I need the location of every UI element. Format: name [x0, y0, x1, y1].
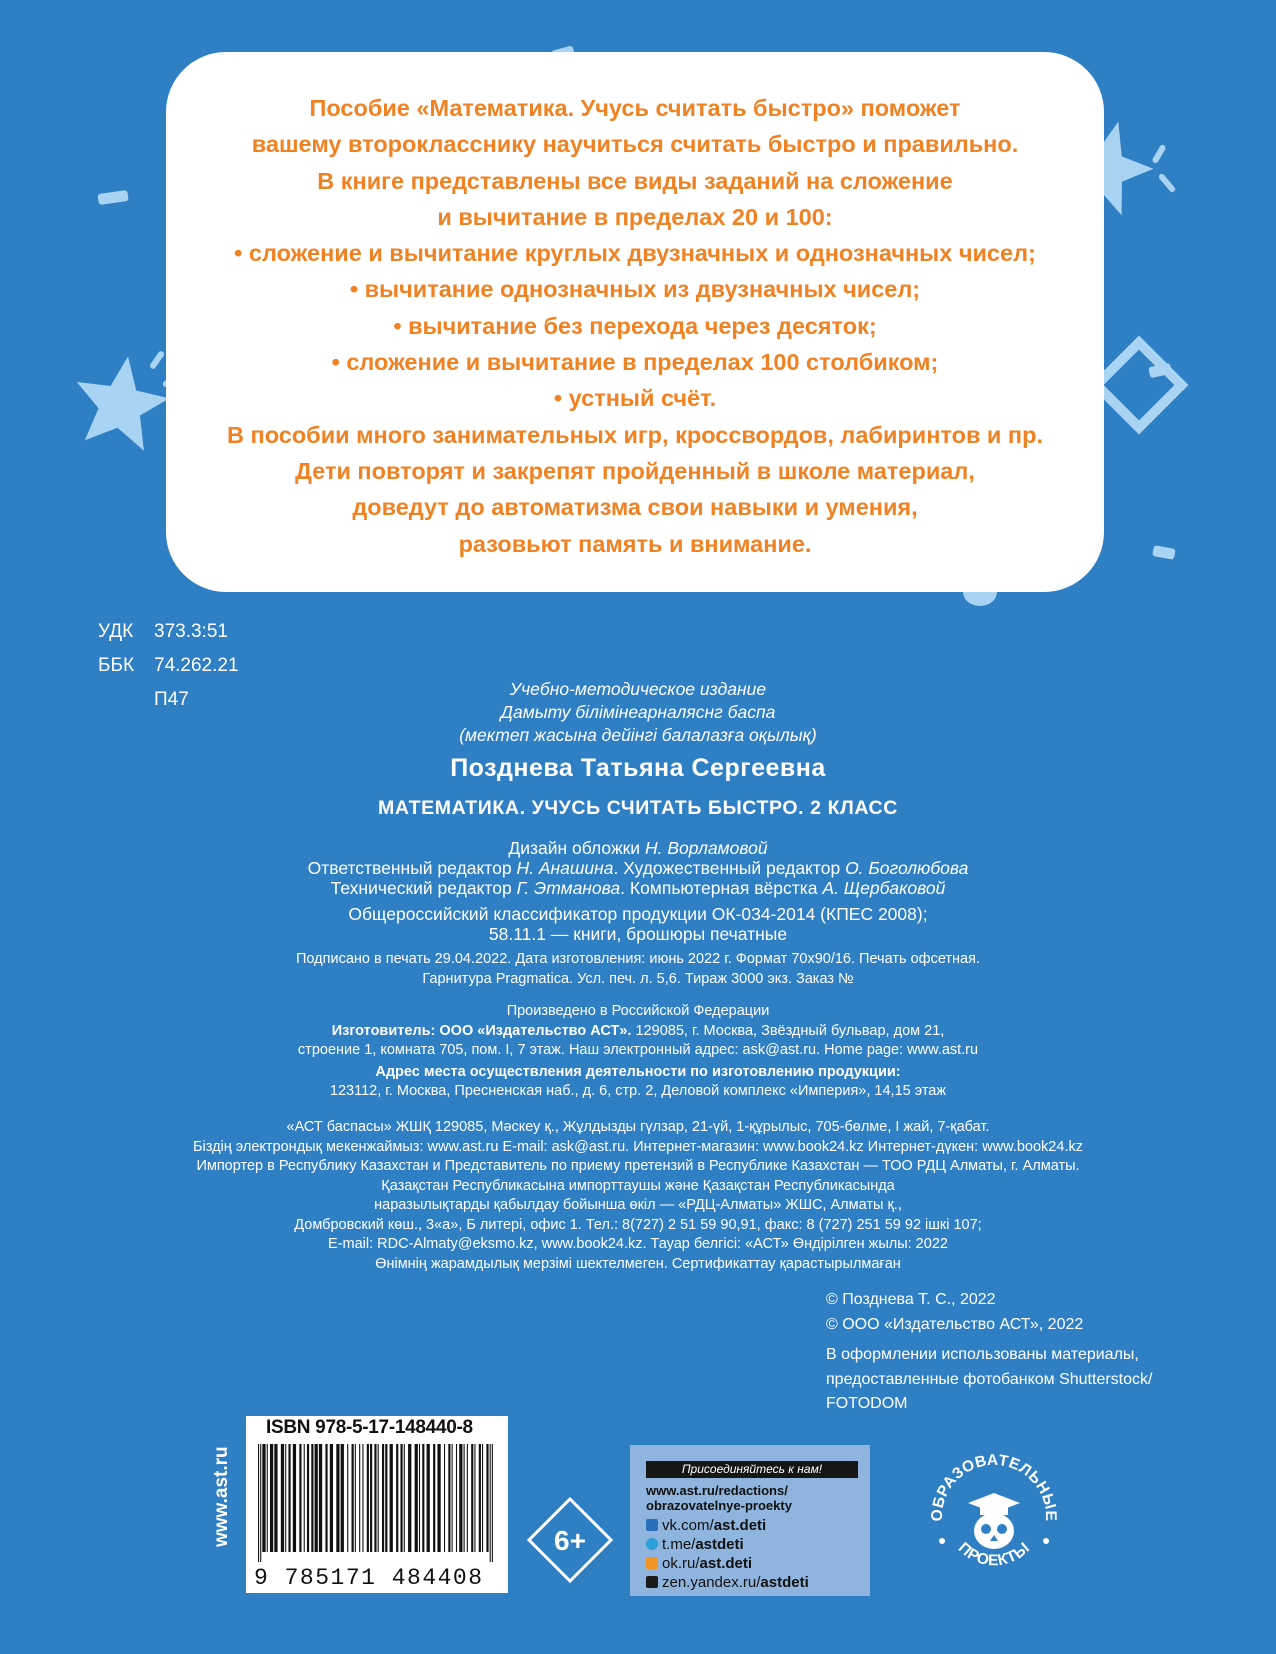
barcode-bar [419, 1444, 420, 1552]
barcode-bar [285, 1444, 286, 1552]
barcode-bar [490, 1444, 491, 1562]
annotation-line: Пособие «Математика. Учусь считать быстро» поможет [309, 95, 961, 121]
barcode [246, 1416, 508, 1593]
edition-block [0, 678, 1276, 747]
barcode-digits: 9 785171 484408 [254, 1565, 484, 1591]
edition-type-ru: Учебно-методическое издание [509, 679, 767, 699]
classifier-line: Общероссийский классификатор продукции ОК-034-2014 (КПЕС 2008); [348, 904, 928, 924]
barcode-bar [288, 1444, 290, 1552]
barcode-bar [444, 1444, 445, 1552]
age-rating-text: 6+ [554, 1525, 586, 1556]
barcode-bar [390, 1444, 393, 1552]
edu-badge-bottom: ПРОЕКТЫ [954, 1539, 1034, 1570]
barcode-bar [456, 1444, 457, 1552]
barcode-bar [359, 1444, 360, 1552]
owl-icon [968, 1493, 1020, 1549]
barcode-bar [408, 1444, 411, 1552]
isbn-label: ISBN 978-5-17-148440-8 [266, 1417, 473, 1438]
social-link-telegram[interactable]: t.me/astdeti [646, 1536, 744, 1553]
barcode-bar [362, 1444, 363, 1552]
telegram-icon [646, 1538, 658, 1550]
edu-badge-top: ОБРАЗОВАТЕЛЬНЫЕ [928, 1451, 1060, 1522]
maker-line: Изготовитель: ООО «Издательство АСТ». 129085, г. Москва, Звёздный бульвар, дом 21, [331, 1022, 945, 1039]
barcode-bar [422, 1444, 424, 1552]
barcode-bar [299, 1444, 301, 1552]
barcode-bar [427, 1444, 430, 1552]
barcode-bar [396, 1444, 398, 1552]
barcode-bar [315, 1444, 318, 1552]
barcode-bar [452, 1444, 453, 1552]
credits-block [0, 838, 1276, 944]
social-link-vk[interactable]: vk.com/ast.deti [646, 1517, 766, 1534]
annotation-panel [166, 52, 1104, 592]
bbk-value: 74.262.21 [154, 655, 239, 676]
annotation-line: вашему второкласснику научиться считать быстро и правильно. [251, 131, 1019, 158]
barcode-bar [293, 1444, 296, 1552]
barcode-bar [433, 1444, 435, 1552]
udk-label: УДК [98, 621, 134, 642]
barcode-bar [341, 1444, 344, 1552]
vk-icon [646, 1519, 658, 1531]
annotation-line: и вычитание в пределах 20 и 100: [437, 203, 833, 230]
barcode-bar [385, 1444, 387, 1552]
barcode-bar [486, 1444, 488, 1552]
annotation-text [166, 90, 1104, 562]
tech-line: Технический редактор Г. Этманова. Компьютерная вёрстка А. Щербаковой [330, 878, 946, 898]
barcode-bar [467, 1444, 468, 1552]
bbk-label: ББК [98, 655, 135, 676]
barcode-bar [262, 1444, 265, 1552]
barcode-bar [482, 1444, 483, 1552]
author-code: П47 [154, 689, 189, 710]
barcode-bar [258, 1444, 259, 1562]
print-info: Подписано в печать 29.04.2022. Дата изготовления: июнь 2022 г. Формат 70х90/16. Печать офсетная. Гарнитура Pragmatica. Усл. печ. л. 5,6. Тираж 3000 экз. Заказ № [296, 951, 980, 987]
barcode-bar [355, 1444, 356, 1552]
ok-icon [646, 1557, 658, 1569]
kazakh-block: «АСТ баспасы» ЖШҚ 129085, Мәскеу қ., Жұлдызды гүлзар, 21-үй, 1-құрылыс, 705-бөлме, I жай, 7-қабат. Біздің электрондық мекенжаймыз: www.ast.ru E-mail: ask@ast.ru. Интернет-магазин: www.book24.kz Интернет-дүкен: www.book24.kz Импортер в Республику Казахстан и Представитель по приему претензий в Республике Казахстан — ТОО РДЦ Алматы, г. Алматы. Қазақстан Республикасына импорттаушы және Қазақстан Республикасында наразылықтарды қабылдау бойынша өкіл — «РДЦ-Алматы» ЖШС, Алматы қ., Домбровский көш., 3«а», Б литері, офис 1. Тел.: 8(727) 2 51 59 90,91, факс: 8 (727) 251 59 92 ішкі 107; E-mail: RDC-Almaty@eksmo.kz, www.book24.kz. Тауар белгісі: «АСТ» Өндірілген жылы: 2022 Өнімнің жарамдылық мерзімі шектелмеген. Сертификаттау қарастырылмаған [193, 1119, 1083, 1272]
annotation-bullet: • сложение и вычитание в пределах 100 столбиком; [331, 349, 939, 376]
annotation-bullet: • сложение и вычитание круглых двузначных и однозначных чисел; [234, 240, 1036, 267]
book-title [0, 797, 1276, 820]
annotation-line: В книге представлены все виды заданий на сложение [317, 167, 953, 194]
barcode-bar [281, 1444, 284, 1552]
barcode-bar [415, 1444, 418, 1552]
barcode-bar [347, 1444, 348, 1552]
annotation-line: В пособии много занимательных игр, кроссвордов, лабиринтов и пр. [227, 421, 1043, 448]
barcode-bar [400, 1444, 402, 1552]
barcode-bar [370, 1444, 372, 1552]
author-name [0, 754, 1276, 783]
annotation-bullet: • вычитание без перехода через десяток; [393, 312, 877, 339]
barcode-bar [404, 1444, 405, 1552]
barcode-bar [330, 1444, 333, 1552]
barcode-bar [474, 1444, 475, 1552]
photo-credit: В оформлении использованы материалы, [826, 1346, 1139, 1363]
classifier-line: 58.11.1 — книги, брошюры печатные [488, 924, 788, 944]
barcode-bar [319, 1444, 322, 1552]
zen-icon [646, 1576, 658, 1588]
decor-dash [1150, 542, 1180, 566]
barcode-bar [352, 1444, 354, 1552]
annotation-line: Дети повторят и закрепят пройденный в школе материал, [295, 457, 975, 484]
barcode-bar [471, 1444, 473, 1552]
copyright-block [826, 1288, 1152, 1417]
barcode-bar [267, 1444, 268, 1552]
social-link-ok[interactable]: ok.ru/ast.deti [646, 1555, 752, 1572]
manufacturer-block: Произведено в Российской Федерации Изготовитель: ООО «Издательство АСТ». 129085, г. Москва, Звёздный бульвар, дом 21, строение 1, комната 705, пом. I, 7 этаж. Наш электронный адрес: ask@ast.ru. Home page: www.ast.ru Адрес места осуществления деятельности по изготовлению продукции: 123112, г. Москва, Пресненская наб., д. 6, стр. 2, Деловой комплекс «Империя», 14,15 этаж [0, 1002, 1276, 1102]
photo-credit: предоставленные фотобанком Shutterstock/ [826, 1370, 1153, 1388]
barcode-bar [367, 1444, 369, 1552]
decor-dash [94, 186, 134, 210]
barcode-bar [307, 1444, 309, 1552]
edition-type-kz: Дамыту білімінеарналяснг баспа [500, 702, 776, 722]
barcode-bar [374, 1444, 376, 1552]
book-title-text: МАТЕМАТИКА. УЧУСЬ СЧИТАТЬ БЫСТРО. 2 КЛАСС [378, 797, 898, 819]
barcode-bars [258, 1444, 496, 1562]
editors-line: Ответственный редактор Н. Анашина. Художественный редактор О. Боголюбова [307, 858, 969, 878]
barcode-bar [479, 1444, 481, 1552]
barcode-bar [270, 1444, 273, 1552]
copyright-author: © Позднева Т. С., 2022 [826, 1291, 996, 1308]
website-vertical: www.ast.ru [211, 1446, 232, 1548]
barcode-bar [378, 1444, 379, 1552]
age-rating-badge [526, 1496, 614, 1584]
barcode-bar [274, 1444, 277, 1552]
copyright-publisher: © ООО «Издательство АСТ», 2022 [826, 1315, 1084, 1333]
photo-credit: FOTODOM [826, 1395, 908, 1412]
barcode-bar [437, 1444, 440, 1552]
social-header: Присоединяйтесь к нам! [646, 1461, 858, 1478]
barcode-bar [492, 1444, 493, 1562]
barcode-bar [325, 1444, 327, 1552]
annotation-line: доведут до автоматизма свои навыки и умения, [352, 494, 918, 521]
social-url[interactable]: www.ast.ru/redactions/ obrazovatelnye-proekty [646, 1483, 792, 1513]
social-link-zen[interactable]: zen.yandex.ru/astdeti [646, 1574, 809, 1591]
barcode-bar [260, 1444, 261, 1562]
social-links-box [630, 1445, 870, 1596]
annotation-bullet: • устный счёт. [553, 385, 717, 412]
annotation-line: разовьют память и внимание. [458, 530, 812, 557]
cover-design-line: Дизайн обложки Н. Ворламовой [508, 838, 768, 858]
barcode-bar [304, 1444, 305, 1552]
barcode-bar [459, 1444, 462, 1552]
barcode-bar [382, 1444, 384, 1552]
author-text: Позднева Татьяна Сергеевна [450, 754, 826, 782]
barcode-bar [464, 1444, 465, 1552]
edu-projects-badge [924, 1437, 1064, 1587]
annotation-bullet: • вычитание однозначных из двузначных чисел; [349, 276, 921, 303]
barcode-bar [448, 1444, 450, 1552]
barcode-bar [311, 1444, 313, 1552]
udk-value: 373.3:51 [154, 621, 228, 642]
edition-audience-kz: (мектеп жасына дейінгі балалазға оқылық) [459, 725, 817, 745]
barcode-bar [336, 1444, 339, 1552]
